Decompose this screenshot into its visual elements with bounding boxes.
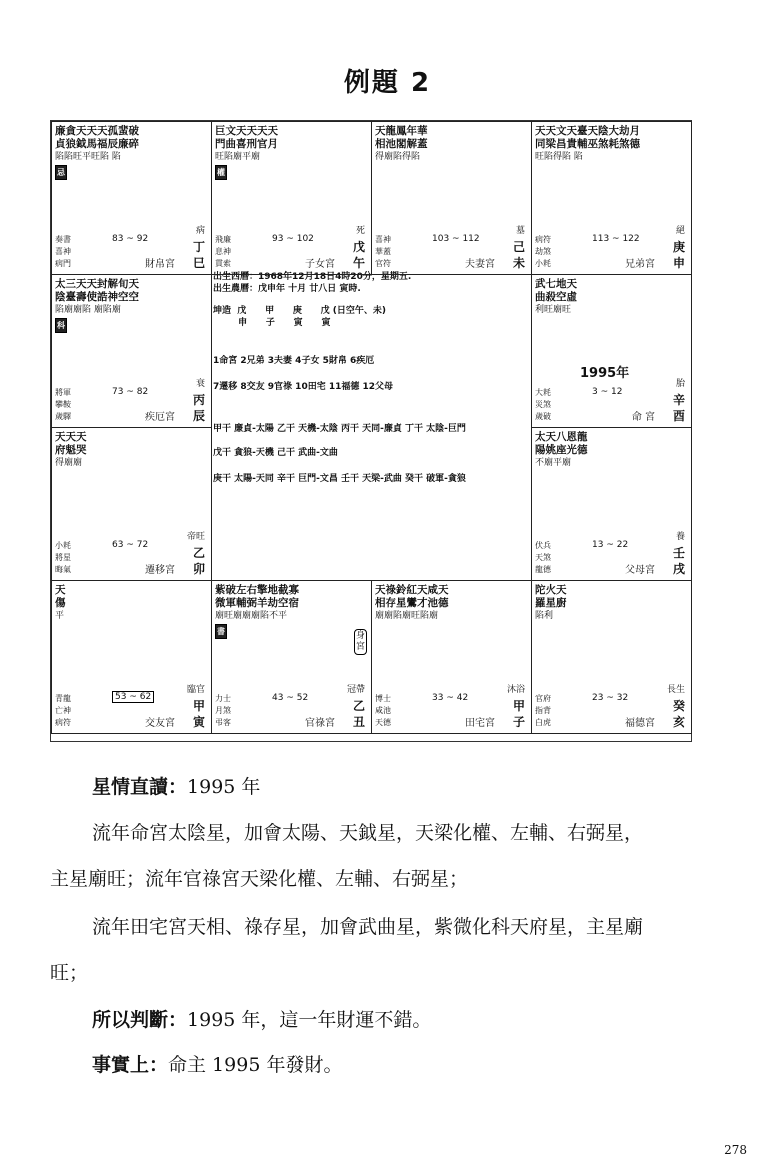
sihua-badge: 科 xyxy=(55,318,67,333)
pillars-top: 坤造 戊 甲 庚 戊 (日空午、未) xyxy=(213,306,387,316)
minor-star: 病符 xyxy=(55,718,71,727)
palace-you xyxy=(531,274,692,428)
heavenly-stem: 壬 xyxy=(672,546,685,560)
palace-name: 福德宮 xyxy=(625,718,655,729)
stem-branch xyxy=(347,682,365,730)
minor-star: 攀鞍 xyxy=(55,400,71,409)
earthly-branch: 辰 xyxy=(192,409,205,423)
heavenly-stem: 己 xyxy=(512,240,525,254)
minor-star: 晦氣 xyxy=(55,565,71,574)
stem-branch xyxy=(507,682,525,730)
star-line: 旺陷廟平廟 xyxy=(215,152,261,162)
stem-branch xyxy=(673,223,685,271)
palace-chen xyxy=(51,274,212,428)
heavenly-stem: 乙 xyxy=(192,546,205,560)
minor-stars xyxy=(535,387,551,423)
sihua-line-1: 甲干 廉貞-太陽 乙干 天機-太陰 丙干 天同-廉貞 丁干 太陰-巨門 xyxy=(213,424,466,434)
age-range: 43 ~ 52 xyxy=(272,693,309,703)
star-line: 廟廟陷廟旺陷廟 xyxy=(375,611,439,621)
star-line: 門曲喜刑官月 xyxy=(215,138,278,150)
palace-wu xyxy=(211,121,372,275)
minor-stars xyxy=(55,693,71,729)
palace-yin xyxy=(51,580,212,734)
pillars-bottom: 申 子 寅 寅 xyxy=(213,318,331,328)
life-stage: 衰 xyxy=(195,379,205,389)
life-stage: 沐浴 xyxy=(506,685,525,695)
minor-star: 官符 xyxy=(375,259,391,268)
earthly-branch: 巳 xyxy=(192,256,205,270)
paragraph-lead: 所以判斷： xyxy=(92,1009,188,1031)
life-stage: 病 xyxy=(195,226,205,236)
minor-star: 歲驛 xyxy=(55,412,71,421)
minor-star: 喜神 xyxy=(375,235,391,244)
star-line: 陰臺壽使誥神空空 xyxy=(55,291,139,303)
page-title: 例題 2 xyxy=(343,68,432,98)
chart-center-info xyxy=(213,271,529,577)
age-range: 103 ~ 112 xyxy=(432,234,480,244)
star-line: 利旺廟旺 xyxy=(535,305,572,315)
palace-si xyxy=(51,121,212,275)
flow-year: 1995年 xyxy=(580,366,630,381)
paragraph-text: 主星廟旺；流年官祿宮天梁化權、左輔、右弼星； xyxy=(50,868,469,890)
age-range: 13 ~ 22 xyxy=(592,540,629,550)
minor-star: 天德 xyxy=(375,718,391,727)
age-range: 73 ~ 82 xyxy=(112,387,149,397)
star-list xyxy=(535,278,688,317)
sihua-badge: 權 xyxy=(215,165,227,180)
star-list xyxy=(535,584,688,623)
heavenly-stem: 戊 xyxy=(352,240,365,254)
star-line: 廉貪天天天孤蜚破 xyxy=(55,125,139,137)
palace-zi xyxy=(371,580,532,734)
palace-name: 官祿宮 xyxy=(305,718,335,729)
minor-star: 龍德 xyxy=(535,565,551,574)
sihua-badge: 忌 xyxy=(55,165,67,180)
star-line: 天 xyxy=(55,584,66,596)
earthly-branch: 戌 xyxy=(672,562,685,576)
star-line: 同梁昌貴輔巫煞耗煞德 xyxy=(535,138,640,150)
body-palace-tag: 身宮 xyxy=(354,629,367,655)
body-paragraph xyxy=(92,772,772,802)
minor-star: 亡神 xyxy=(55,706,71,715)
star-line: 陷陷旺平旺陷 陷 xyxy=(55,152,121,162)
minor-star: 華蓋 xyxy=(375,247,391,256)
minor-star: 博士 xyxy=(375,694,391,703)
minor-star: 將星 xyxy=(55,553,71,562)
minor-stars xyxy=(535,234,551,270)
minor-stars xyxy=(55,387,71,423)
star-line: 府魁哭 xyxy=(55,444,87,456)
palace-name: 遷移宮 xyxy=(145,565,175,576)
star-line: 陷廟廟陷 廟陷廟 xyxy=(55,305,121,315)
palace-name: 子女宮 xyxy=(305,259,335,270)
star-line: 相池閣解蓋 xyxy=(375,138,428,150)
ziwei-chart xyxy=(50,120,692,742)
stem-branch xyxy=(187,682,205,730)
heavenly-stem: 癸 xyxy=(672,699,685,713)
minor-star: 喜神 xyxy=(55,247,71,256)
stem-branch xyxy=(353,223,365,271)
age-range: 23 ~ 32 xyxy=(592,693,629,703)
paragraph-text: 1995 年，這一年財運不錯。 xyxy=(187,1009,432,1031)
minor-stars xyxy=(375,693,391,729)
minor-star: 伏兵 xyxy=(535,541,551,550)
page-number: 278 xyxy=(724,1143,747,1157)
sihua-line-3: 庚干 太陽-天同 辛干 巨門-文昌 壬干 天梁-武曲 癸干 破軍-貪狼 xyxy=(213,474,466,484)
star-list xyxy=(55,431,208,470)
life-stage: 死 xyxy=(355,226,365,236)
life-stage: 墓 xyxy=(515,226,525,236)
star-line: 陽姚座光德 xyxy=(535,444,588,456)
heavenly-stem: 丁 xyxy=(192,240,205,254)
star-line: 紫破左右擎地截寡 xyxy=(215,584,299,596)
minor-star: 病符 xyxy=(535,235,551,244)
star-line: 得廟陷得陷 xyxy=(375,152,421,162)
life-stage: 胎 xyxy=(675,379,685,389)
palace-shen xyxy=(531,121,692,275)
houses-line-1: 1命宮 2兄弟 3夫妻 4子女 5財帛 6疾厄 xyxy=(213,356,375,366)
palace-name: 命 宮 xyxy=(631,412,655,423)
stem-branch xyxy=(513,223,525,271)
heavenly-stem: 庚 xyxy=(672,240,685,254)
paragraph-lead: 事實上： xyxy=(92,1054,169,1076)
paragraph-text: 旺； xyxy=(50,962,89,984)
minor-star: 小耗 xyxy=(55,541,71,550)
earthly-branch: 寅 xyxy=(192,715,205,729)
palace-mao xyxy=(51,427,212,581)
minor-star: 白虎 xyxy=(535,718,551,727)
heavenly-stem: 丙 xyxy=(192,393,205,407)
age-range: 53 ~ 62 xyxy=(112,691,154,703)
age-range: 63 ~ 72 xyxy=(112,540,149,550)
palace-chou xyxy=(211,580,372,734)
earthly-branch: 酉 xyxy=(672,409,685,423)
paragraph-text: 1995 年 xyxy=(187,776,261,798)
age-range: 3 ~ 12 xyxy=(592,387,623,397)
star-list xyxy=(215,125,368,180)
minor-star: 病門 xyxy=(55,259,71,268)
paragraph-lead: 星情直讀： xyxy=(92,776,188,798)
life-stage: 長生 xyxy=(666,685,685,695)
star-line: 平 xyxy=(55,611,65,621)
star-list xyxy=(215,584,368,639)
stem-branch xyxy=(667,682,685,730)
star-line: 廟旺廟廟廟陷不平 xyxy=(215,611,288,621)
minor-stars xyxy=(535,540,551,576)
life-stage: 帝旺 xyxy=(186,532,205,542)
star-list xyxy=(55,125,208,180)
age-range: 93 ~ 102 xyxy=(272,234,314,244)
minor-star: 弔客 xyxy=(215,718,231,727)
star-line: 傷 xyxy=(55,597,66,609)
earthly-branch: 亥 xyxy=(672,715,685,729)
earthly-branch: 丑 xyxy=(352,715,365,729)
minor-stars xyxy=(215,693,231,729)
star-line: 微軍輔弼羊劫空宿 xyxy=(215,597,299,609)
paragraph-text: 命主 1995 年發財。 xyxy=(168,1054,343,1076)
minor-star: 力士 xyxy=(215,694,231,703)
minor-stars xyxy=(55,540,71,576)
sihua-badge: 書 xyxy=(215,624,227,639)
birth-solar: 出生西曆：1968年12月18日4時20分，星期五. xyxy=(213,272,412,282)
minor-star: 指背 xyxy=(535,706,551,715)
life-stage: 絕 xyxy=(675,226,685,236)
star-list xyxy=(55,584,208,623)
heavenly-stem: 乙 xyxy=(352,699,365,713)
palace-name: 夫妻宮 xyxy=(465,259,495,270)
minor-star: 將軍 xyxy=(55,388,71,397)
star-list xyxy=(375,584,528,623)
minor-star: 貫索 xyxy=(215,259,231,268)
palace-name: 財帛宮 xyxy=(145,259,175,270)
star-line: 天龍鳳年華 xyxy=(375,125,428,137)
star-line: 羅星廚 xyxy=(535,597,567,609)
minor-star: 天煞 xyxy=(535,553,551,562)
palace-name: 交友宮 xyxy=(145,718,175,729)
paragraph-text: 流年田宅宮天相、祿存星，加會武曲星，紫微化科天府星，主星廟 xyxy=(92,916,644,938)
body-paragraph xyxy=(92,1050,772,1080)
star-list xyxy=(535,431,688,470)
star-line: 曲殺空虛 xyxy=(535,291,577,303)
star-line: 貞狼鉞馬福辰廉碎 xyxy=(55,138,139,150)
body-paragraph xyxy=(92,1005,772,1035)
age-range: 33 ~ 42 xyxy=(432,693,469,703)
star-line: 相存星鸞才池德 xyxy=(375,597,449,609)
palace-name: 兄弟宮 xyxy=(625,259,655,270)
minor-star: 飛廉 xyxy=(215,235,231,244)
heavenly-stem: 甲 xyxy=(512,699,525,713)
palace-name: 田宅宮 xyxy=(465,718,495,729)
age-range: 113 ~ 122 xyxy=(592,234,640,244)
palace-name: 疾厄宮 xyxy=(145,412,175,423)
life-stage: 養 xyxy=(675,532,685,542)
minor-star: 奏書 xyxy=(55,235,71,244)
star-line: 天祿鈴紅天咸天 xyxy=(375,584,449,596)
star-line: 陷利 xyxy=(535,611,554,621)
star-list xyxy=(535,125,688,164)
body-paragraph xyxy=(92,818,772,848)
minor-star: 災煞 xyxy=(535,400,551,409)
star-line: 武七地天 xyxy=(535,278,577,290)
heavenly-stem: 辛 xyxy=(672,393,685,407)
earthly-branch: 未 xyxy=(512,256,525,270)
star-line: 巨文天天天天 xyxy=(215,125,278,137)
minor-star: 歲破 xyxy=(535,412,551,421)
star-line: 太天八恩龍 xyxy=(535,431,588,443)
minor-stars xyxy=(535,693,551,729)
life-stage: 冠帶 xyxy=(346,685,365,695)
minor-stars xyxy=(55,234,71,270)
star-line: 太三天天封解旬天 xyxy=(55,278,139,290)
minor-star: 劫煞 xyxy=(535,247,551,256)
paragraph-text: 流年命宮太陰星，加會太陽、天鉞星，天梁化權、左輔、右弼星， xyxy=(92,822,644,844)
life-stage: 臨官 xyxy=(186,685,205,695)
star-line: 陀火天 xyxy=(535,584,567,596)
stem-branch xyxy=(193,223,205,271)
minor-star: 息神 xyxy=(215,247,231,256)
earthly-branch: 子 xyxy=(512,715,525,729)
star-line: 旺陷得陷 陷 xyxy=(535,152,583,162)
palace-hai xyxy=(531,580,692,734)
body-paragraph xyxy=(50,864,730,894)
body-paragraph xyxy=(50,958,730,988)
stem-branch xyxy=(187,529,205,577)
age-range: 83 ~ 92 xyxy=(112,234,149,244)
sihua-line-2: 戊干 貪狼-天機 己干 武曲-文曲 xyxy=(213,448,338,458)
houses-line-2: 7遷移 8交友 9官祿 10田宅 11福德 12父母 xyxy=(213,382,394,392)
star-list xyxy=(55,278,208,333)
body-paragraph xyxy=(92,912,772,942)
minor-star: 小耗 xyxy=(535,259,551,268)
stem-branch xyxy=(673,529,685,577)
earthly-branch: 午 xyxy=(352,256,365,270)
minor-stars xyxy=(215,234,231,270)
palace-wei xyxy=(371,121,532,275)
star-line: 得廟廟 xyxy=(55,458,83,468)
minor-star: 青龍 xyxy=(55,694,71,703)
palace-name: 父母宮 xyxy=(625,565,655,576)
minor-star: 月煞 xyxy=(215,706,231,715)
palace-xu xyxy=(531,427,692,581)
birth-lunar: 出生農曆：戊申年 十月 廿八日 寅時. xyxy=(213,284,361,294)
stem-branch xyxy=(673,376,685,424)
heavenly-stem: 甲 xyxy=(192,699,205,713)
stem-branch xyxy=(193,376,205,424)
star-line: 不廟平廟 xyxy=(535,458,572,468)
earthly-branch: 申 xyxy=(672,256,685,270)
star-line: 天天天 xyxy=(55,431,87,443)
star-list xyxy=(375,125,528,164)
star-line: 天天文天臺天陰大劫月 xyxy=(535,125,640,137)
earthly-branch: 卯 xyxy=(192,562,205,576)
minor-star: 大耗 xyxy=(535,388,551,397)
minor-stars xyxy=(375,234,391,270)
minor-star: 官府 xyxy=(535,694,551,703)
minor-star: 咸池 xyxy=(375,706,391,715)
